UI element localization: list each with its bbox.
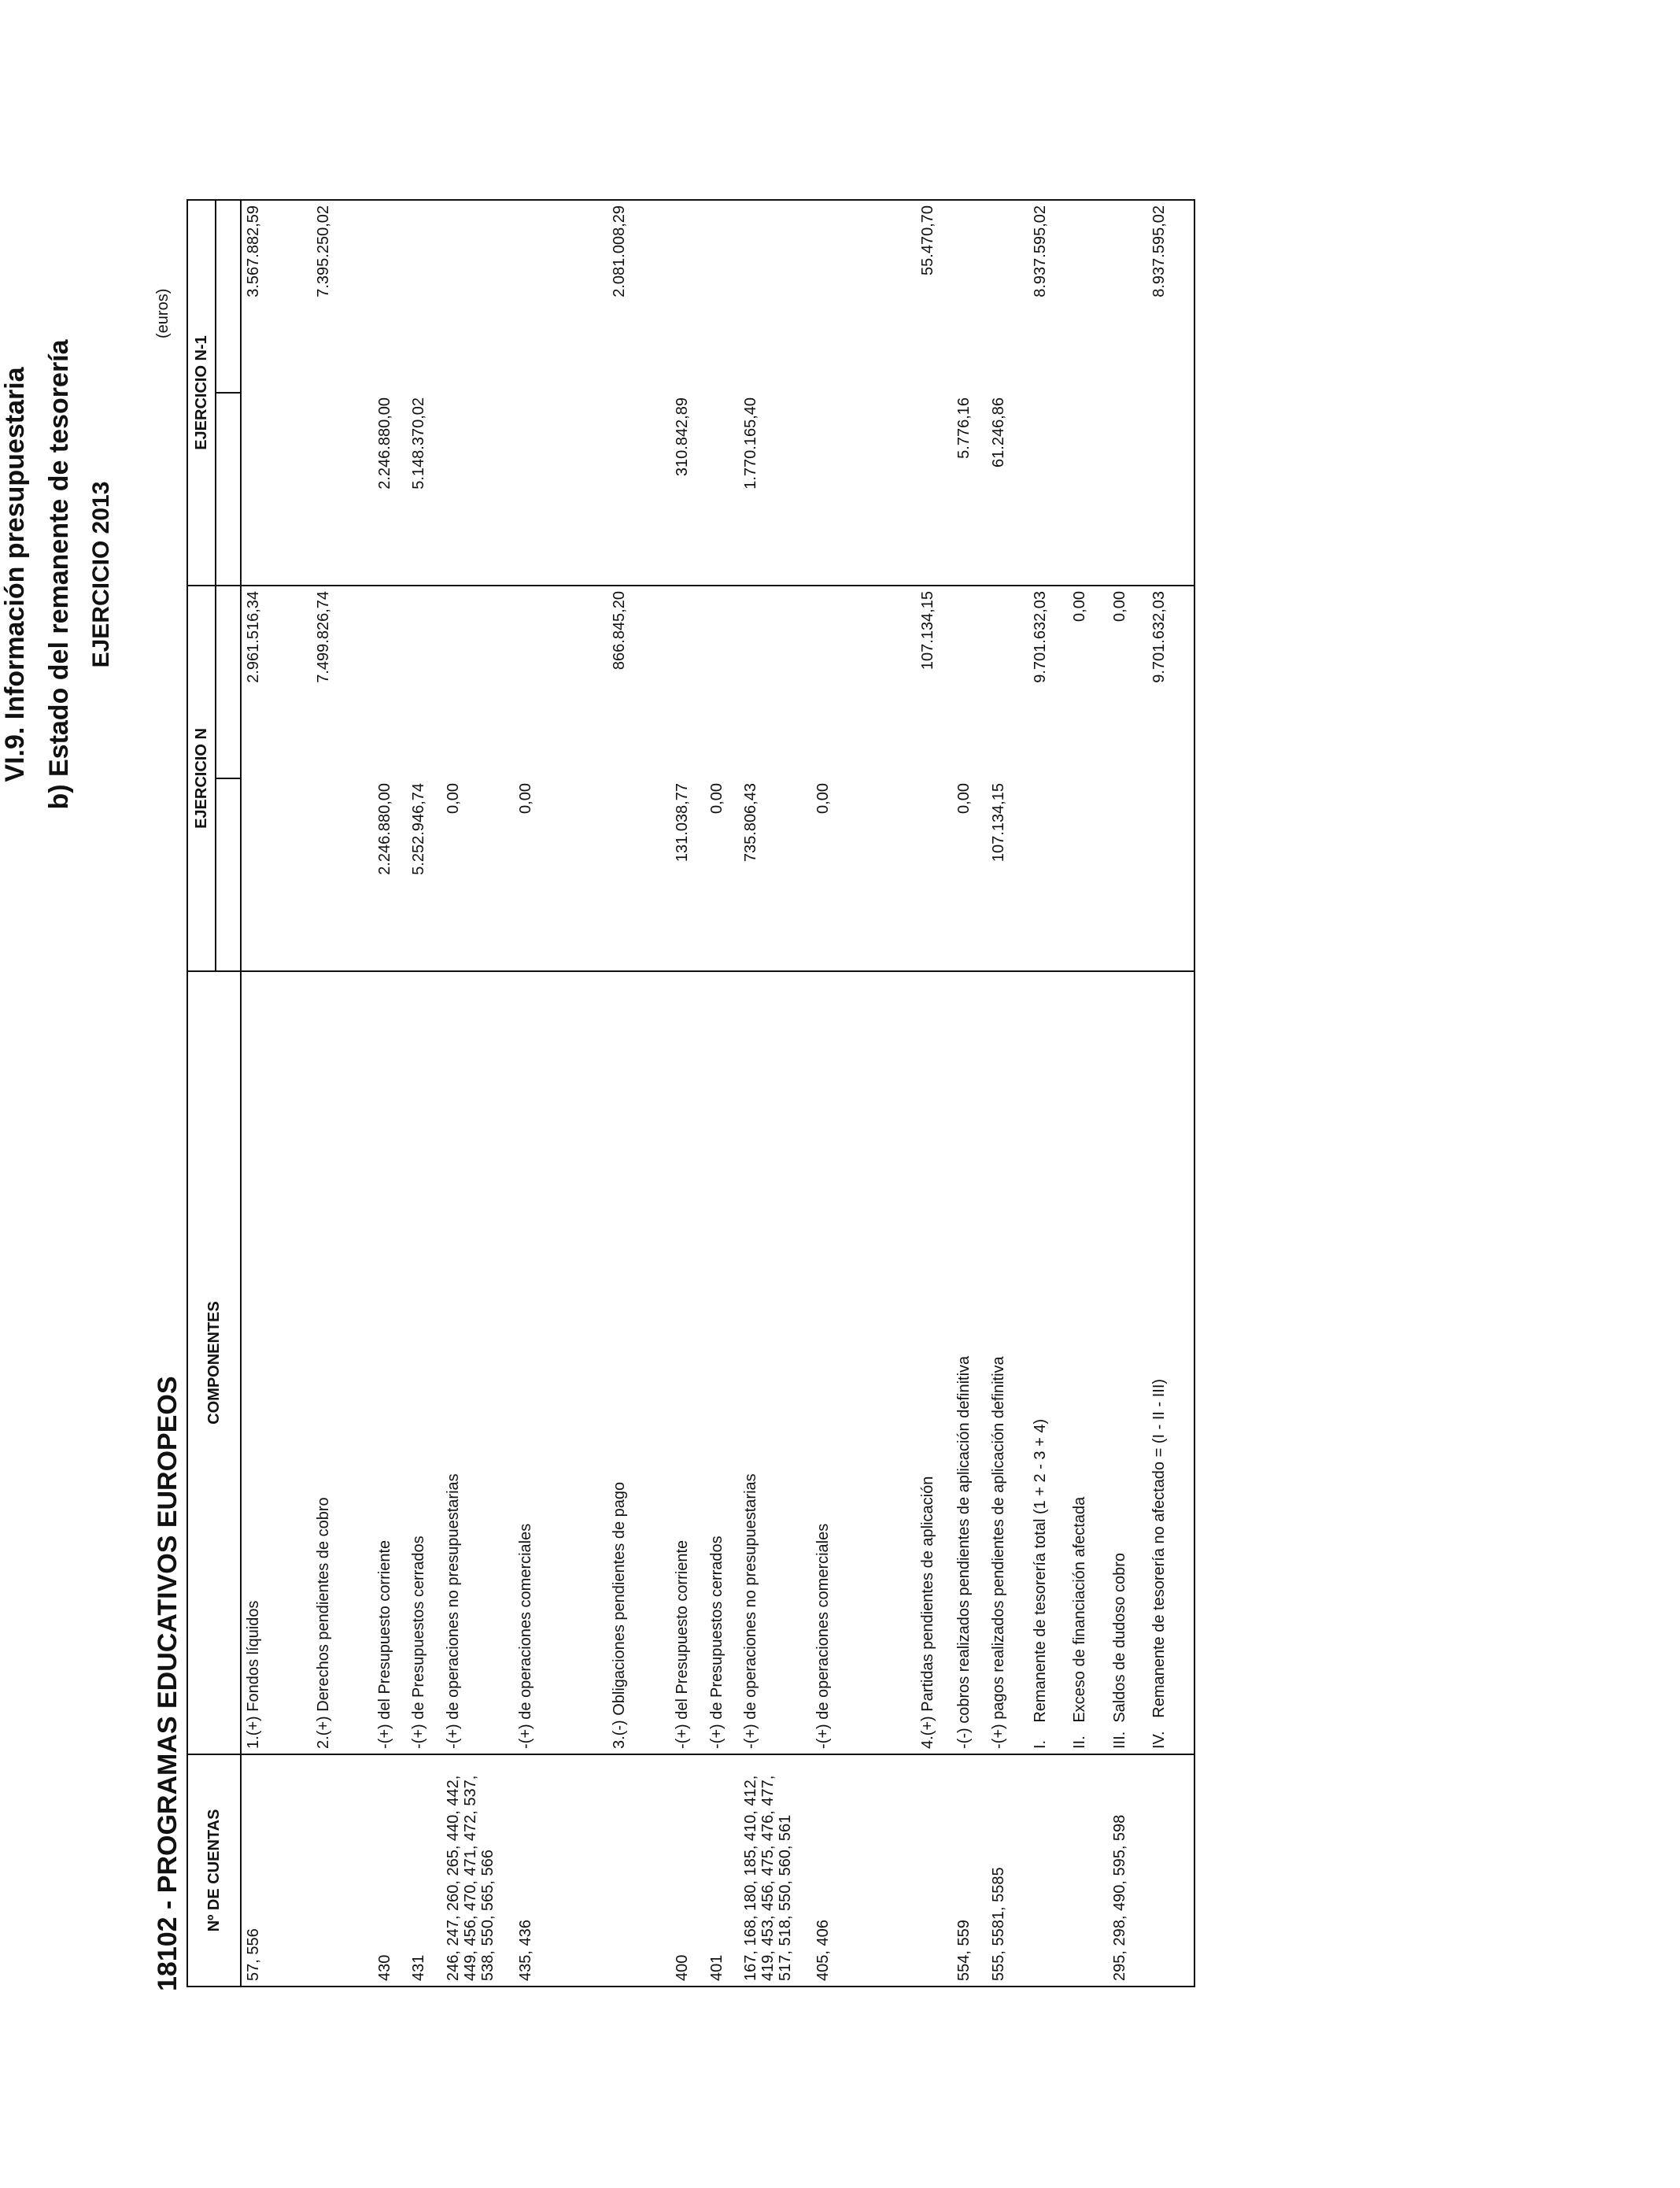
account-codes-cell: 555, 5581, 5585	[987, 1754, 1028, 1987]
year-n-detail-value	[1068, 778, 1108, 971]
year-n-detail-value: 5.252.946,74	[407, 778, 441, 971]
component-label-cell: I. Remanente de tesorería total (1 + 2 - 3 + 4)	[1028, 971, 1069, 1754]
account-codes-cell: 295, 298, 490, 595, 598	[1108, 1754, 1148, 1987]
component-label-cell: IV. Remanente de tesorería no afectado = (I - II - III)	[1147, 971, 1194, 1754]
component-label-cell: III. Saldos de dudoso cobro	[1108, 971, 1148, 1754]
year-n1-detail-value	[441, 393, 514, 586]
year-n1-total-value	[811, 200, 916, 393]
year-n-detail-value	[607, 778, 670, 971]
year-n1-total-value: 7.395.250,02	[312, 200, 373, 393]
year-n1-detail-value: 5.148.370,02	[407, 393, 441, 586]
header-year-n1-detail-spacer	[216, 393, 241, 586]
table-row	[514, 200, 607, 1987]
year-n-total-value	[514, 586, 607, 778]
year-n-total-value	[952, 586, 987, 778]
component-label-cell: 3.(-) Obligaciones pendientes de pago	[607, 971, 670, 1754]
document-subtitle: b) Estado del remanente de tesorería	[44, 339, 74, 810]
year-n-detail-value	[241, 778, 312, 971]
account-codes-cell	[916, 1754, 952, 1987]
header-year-n-total-spacer	[216, 586, 241, 778]
year-n1-detail-value	[705, 393, 740, 586]
year-n1-detail-value: 1.770.165,40	[739, 393, 811, 586]
year-n-total-value	[441, 586, 514, 778]
year-n-total-value: 0,00	[1108, 586, 1148, 778]
year-n-detail-value: 0,00	[952, 778, 987, 971]
fiscal-year-title: EJERCICIO 2013	[88, 481, 114, 668]
table-row	[1147, 200, 1194, 1987]
year-n1-detail-value	[916, 393, 952, 586]
table-row	[1028, 200, 1069, 1987]
year-n1-total-value	[514, 200, 607, 393]
component-label-cell: -(+) del Presupuesto corriente	[670, 971, 705, 1754]
table-body	[241, 200, 1194, 1987]
year-n1-total-value	[1068, 200, 1108, 393]
year-n-total-value: 866.845,20	[607, 586, 670, 778]
header-year-n1: EJERCICIO N-1	[187, 200, 216, 586]
header-year-n: EJERCICIO N	[187, 586, 216, 971]
table-row	[670, 200, 705, 1987]
table-row	[1068, 200, 1108, 1987]
header-year-n1-total-spacer	[216, 200, 241, 393]
year-n-total-value	[739, 586, 811, 778]
account-codes-cell	[607, 1754, 670, 1987]
table-row	[739, 200, 811, 1987]
year-n-total-value	[987, 586, 1028, 778]
year-n-detail-value: 131.038,77	[670, 778, 705, 971]
year-n-total-value: 9.701.632,03	[1028, 586, 1069, 778]
year-n1-detail-value	[811, 393, 916, 586]
component-label-cell: -(+) pagos realizados pendientes de aplicación definitiva	[987, 971, 1028, 1754]
year-n1-total-value: 8.937.595,02	[1028, 200, 1069, 393]
component-label-cell: -(+) de operaciones comerciales	[514, 971, 607, 1754]
year-n-detail-value: 0,00	[441, 778, 514, 971]
year-n-detail-value	[1147, 778, 1194, 971]
year-n-detail-value	[312, 778, 373, 971]
year-n1-detail-value: 5.776,16	[952, 393, 987, 586]
account-codes-cell: 401	[705, 1754, 740, 1987]
account-codes-cell	[1147, 1754, 1194, 1987]
table-row	[407, 200, 441, 1987]
year-n1-total-value: 55.470,70	[916, 200, 952, 393]
year-n1-detail-value: 2.246.880,00	[373, 393, 408, 586]
year-n1-detail-value	[514, 393, 607, 586]
year-n1-detail-value: 310.842,89	[670, 393, 705, 586]
year-n-detail-value: 107.134,15	[987, 778, 1028, 971]
year-n-total-value: 7.499.826,74	[312, 586, 373, 778]
treasury-remainder-table	[186, 199, 1195, 1987]
year-n-detail-value	[1108, 778, 1148, 971]
year-n1-total-value	[987, 200, 1028, 393]
year-n1-total-value	[952, 200, 987, 393]
year-n1-total-value	[441, 200, 514, 393]
account-codes-cell	[1028, 1754, 1069, 1987]
table-row	[441, 200, 514, 1987]
component-label-cell: 2.(+) Derechos pendientes de cobro	[312, 971, 373, 1754]
component-label-cell: II. Exceso de financiación afectada	[1068, 971, 1108, 1754]
year-n1-total-value	[739, 200, 811, 393]
account-codes-cell: 554, 559	[952, 1754, 987, 1987]
account-codes-cell: 430	[373, 1754, 408, 1987]
year-n-detail-value: 0,00	[705, 778, 740, 971]
account-codes-cell: 405, 406	[811, 1754, 916, 1987]
table-row	[373, 200, 408, 1987]
year-n-detail-value: 0,00	[514, 778, 607, 971]
year-n-total-value	[811, 586, 916, 778]
component-label-cell: -(+) del Presupuesto corriente	[373, 971, 408, 1754]
year-n1-detail-value	[1068, 393, 1108, 586]
component-label-cell: -(+) de Presupuestos cerrados	[407, 971, 441, 1754]
table-row	[811, 200, 916, 1987]
year-n-total-value	[670, 586, 705, 778]
year-n-total-value: 2.961.516,34	[241, 586, 312, 778]
year-n-detail-value	[916, 778, 952, 971]
table-row	[705, 200, 740, 1987]
year-n1-total-value: 8.937.595,02	[1147, 200, 1194, 393]
year-n-total-value	[373, 586, 408, 778]
component-label-cell: -(+) de operaciones no presupuestarias	[739, 971, 811, 1754]
table-row	[312, 200, 373, 1987]
year-n1-detail-value	[312, 393, 373, 586]
table-row	[916, 200, 952, 1987]
year-n1-detail-value	[1108, 393, 1148, 586]
year-n1-detail-value: 61.246,86	[987, 393, 1028, 586]
year-n1-total-value: 3.567.882,59	[241, 200, 312, 393]
header-components: COMPONENTES	[187, 971, 241, 1754]
account-codes-cell: 167, 168, 180, 185, 410, 412, 419, 453, 456, 475, 476, 477, 517, 518, 550, 560, 561	[739, 1754, 811, 1987]
year-n1-total-value	[670, 200, 705, 393]
year-n1-total-value	[407, 200, 441, 393]
year-n-total-value	[407, 586, 441, 778]
year-n1-detail-value	[241, 393, 312, 586]
year-n-total-value: 0,00	[1068, 586, 1108, 778]
account-codes-cell: 246, 247, 260, 265, 440, 442, 449, 456, 470, 471, 472, 537, 538, 550, 565, 566	[441, 1754, 514, 1987]
component-label-cell: -(+) de operaciones comerciales	[811, 971, 916, 1754]
account-codes-cell	[312, 1754, 373, 1987]
year-n-total-value	[705, 586, 740, 778]
account-codes-cell: 431	[407, 1754, 441, 1987]
header-accounts: Nº DE CUENTAS	[187, 1754, 241, 1987]
currency-units: (euros)	[154, 288, 172, 338]
table-row	[987, 200, 1028, 1987]
year-n1-total-value	[373, 200, 408, 393]
year-n-detail-value: 2.246.880,00	[373, 778, 408, 971]
year-n-detail-value: 0,00	[811, 778, 916, 971]
account-codes-cell	[1068, 1754, 1108, 1987]
header-year-n-detail-spacer	[216, 778, 241, 971]
year-n-total-value: 107.134,15	[916, 586, 952, 778]
year-n-detail-value: 735.806,43	[739, 778, 811, 971]
table-row	[241, 200, 312, 1987]
year-n-total-value: 9.701.632,03	[1147, 586, 1194, 778]
component-label-cell: -(+) de operaciones no presupuestarias	[441, 971, 514, 1754]
account-codes-cell: 57, 556	[241, 1754, 312, 1987]
component-label-cell: 1.(+) Fondos líquidos	[241, 971, 312, 1754]
account-codes-cell: 435, 436	[514, 1754, 607, 1987]
table-row	[1108, 200, 1148, 1987]
year-n1-detail-value	[1028, 393, 1069, 586]
year-n-detail-value	[1028, 778, 1069, 971]
document-title: VI.9. Información presupuestaria	[0, 367, 30, 782]
table-row	[952, 200, 987, 1987]
year-n1-detail-value	[607, 393, 670, 586]
year-n1-total-value	[705, 200, 740, 393]
account-codes-cell: 400	[670, 1754, 705, 1987]
year-n1-total-value	[1108, 200, 1148, 393]
component-label-cell: -(-) cobros realizados pendientes de aplicación definitiva	[952, 971, 987, 1754]
year-n1-total-value: 2.081.008,29	[607, 200, 670, 393]
year-n1-detail-value	[1147, 393, 1194, 586]
component-label-cell: -(+) de Presupuestos cerrados	[705, 971, 740, 1754]
table-row	[607, 200, 670, 1987]
organization-name: 18102 - PROGRAMAS EDUCATIVOS EUROPEOS	[153, 1376, 183, 1991]
component-label-cell: 4.(+) Partidas pendientes de aplicación	[916, 971, 952, 1754]
